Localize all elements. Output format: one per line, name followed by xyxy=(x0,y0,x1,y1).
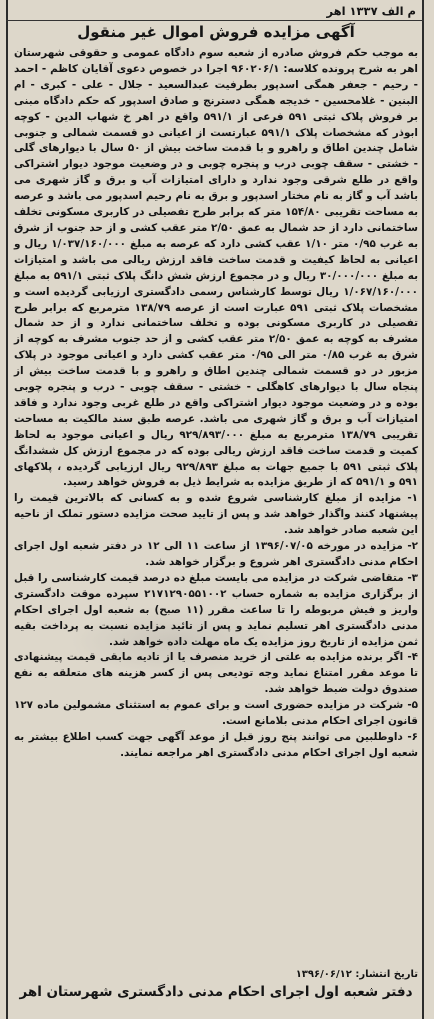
condition-item: ۱- مزایده از مبلغ کارشناسی شروع شده و به کسانی که بالاترین قیمت را پیشنهاد کنند واگذار خواهد شد و پس از تایید صحت مزایده دستور تملک از ناحیه این شعبه صادر خواهد شد. xyxy=(14,492,418,537)
column-rule-right xyxy=(422,0,424,1019)
condition-item: ۴- اگر برنده مزایده به علتی از خرید منصرف یا از تادیه مابقی قیمت پیشنهادی تا موعد مقرر امتناع نماید وجه تودیعی پس از کسر هزینه های متعلقه به نفع صندوق دولت ضبط خواهد شد. xyxy=(14,651,418,696)
publish-date: تاریخ انتشار: ۱۳۹۶/۰۶/۱۲ xyxy=(295,969,418,980)
notice-content xyxy=(14,0,418,762)
condition-item: ۳- متقاضی شرکت در مزایده می بایست مبلغ ده درصد قیمت کارشناسی را قبل از برگزاری مزایده به شماره حساب ۲۱۷۱۲۹۰۵۵۱۰۰۲ سپرده موقت دادگستری واریز و فیش مربوطه را تا ساعت مقرر (۱۱ صبح) به شعبه اول اجرای احکام مدنی دادگستری اهر تسلیم نماید و پس از تائید مزایده نسبت به پرداخت بقیه ثمن مزایده از تاریخ روز مزایده یک ماه مهلت داده خواهد شد. xyxy=(14,571,418,648)
notice-footer xyxy=(14,968,418,1002)
notice-paragraph: به موجب حکم فروش صادره از شعبه سوم دادگاه عمومی و حقوقی شهرستان اهر به شرح پرونده کلاسه: ۹۶۰۲۰۶/۱ اجرا در خصوص دعوی آقایان کاظم - احمد - رحیم - جعفر همگی اسدپور بطرفیت عبدالسعید - جلال - علی - کبری - ام البنین - غلامحسین - خدیجه همگی دسترنج و صادق اسدپور که حکم دادگاه مبنی بر فروش پلاک ثبتی ۵۹۱ فرعی از ۵۹۱/۱ واقع در اهر خ شهاب الدین - کوچه ابوذر که مشخصات پلاک ۵۹۱/۱ عبارتست از اعیانی دو قسمت شمالی و جنوبی شامل چندین اطاق و راهرو و با قدمت ساخت بیش از ۵۰ سال با دیوارهای گلی - خشتی - سقف چوبی درب و پنجره چوبی و در وضعیت موجود دیوار اشتراکی واقع در طلع شرقی وجود ندارد و دارای امتیازات آب و برق و گاز شهری می باشد آب و گاز به نام مختار اسدپور و برق به نام رحیم اسدپور می باشد و عرصه به مساحت تقریبی ۱۵۴/۸۰ متر که برابر طرح تفصیلی در کاربری مسکونی تخلف ساختمانی دارد از حد شمال به عمق ۲/۵۰ متر عقب کشی و از حد جنوب از شرق به غرب ۰/۹۵ متر ۱/۱۰ عقب کشی دارد که عرصه به مبلغ ۱/۰۳۷/۱۶۰/۰۰۰ ریال و اعیانی به لحاظ کیفیت و قدمت ساخت فاقد ارزش ریالی می باشد و امتیازات به مبلغ ۳۰/۰۰۰/۰۰۰ ریال و در مجموع ارزش شش دانگ پلاک ثبتی ۵۹۱/۱ به مبلغ ۱/۰۶۷/۱۶۰/۰۰۰ ریال توسط کارشناس رسمی دادگستری ارزیابی گردیده است و مشخصات پلاک ثبتی ۵۹۱ عبارت است از عرصه ۱۳۸/۷۹ مترمربع که برابر طرح تفصیلی در کاربری مسکونی بوده و تخلف ساختمانی ندارد و از حد شمال مشرف به کوچه به عمق ۲/۵۰ متر عقب کشی و از حد جنوب مشرف به کوچه از شرق به غرب ۰/۸۵ متر الی ۰/۹۵ متر عقب کشی دارد و اعیانی موجود در پلاک مزبور در دو قسمت شمالی چندین اطاق و راهرو و با قدمت ساخت بیش از پنجاه سال با دیوارهای کاهگلی - خشتی - سقف چوبی - درب و پنجره چوبی بوده و در وضعیت موجود دیوار اشتراکی واقع در طلع غربی وجود ندارد و فاقد امتیازات آب و برق و گاز شهری می باشد. عرصه طبق سند مالکیت به مساحت تقریبی ۱۳۸/۷۹ مترمربع به مبلغ ۹۲۹/۸۹۳/۰۰۰ ریال و اعیانی موجود به لحاظ کمیت و قدمت ساخت فاقد ارزش ریالی بوده که در مجموع ارزش کل ششدانگ پلاک ثبتی ۵۹۱ با جمیع جهات به مبلغ ۹۲۹/۸۹۳ ریال ارزیابی گردیده ، پلاکهای ۵۹۱ و ۵۹۱/۱ که از طریق مزایده به شرایط ذیل به فروش خواهد رسید. xyxy=(14,47,419,489)
condition-item: ۲- مزایده در مورخه ۱۳۹۶/۰۷/۰۵ از ساعت ۱۱ الی ۱۲ در دفتر شعبه اول اجرای احکام مدنی دادگستری اهر شروع و برگزار خواهد شد. xyxy=(14,540,418,568)
notice-body xyxy=(14,46,418,762)
signature-line: دفتر شعبه اول اجرای احکام مدنی دادگستری شهرستان اهر xyxy=(19,984,413,1000)
column-rule-left xyxy=(6,0,8,1019)
condition-item: ۵- شرکت در مزایده حضوری است و برای عموم به استثنای مشمولین ماده ۱۲۷ قانون اجرای احکام مدنی بلامانع است. xyxy=(14,699,418,728)
condition-item: ۶- داوطلبین می توانند پنج روز قبل از موعد آگهی جهت کسب اطلاع بیشتر به شعبه اول اجرای احکام مدنی دادگستری اهر مراجعه نمایند. xyxy=(14,730,418,759)
notice-title: آگهی مزایده فروش اموال غیر منقول xyxy=(77,23,355,41)
notice-code: م الف ۱۳۳۷ اهر xyxy=(326,4,416,18)
